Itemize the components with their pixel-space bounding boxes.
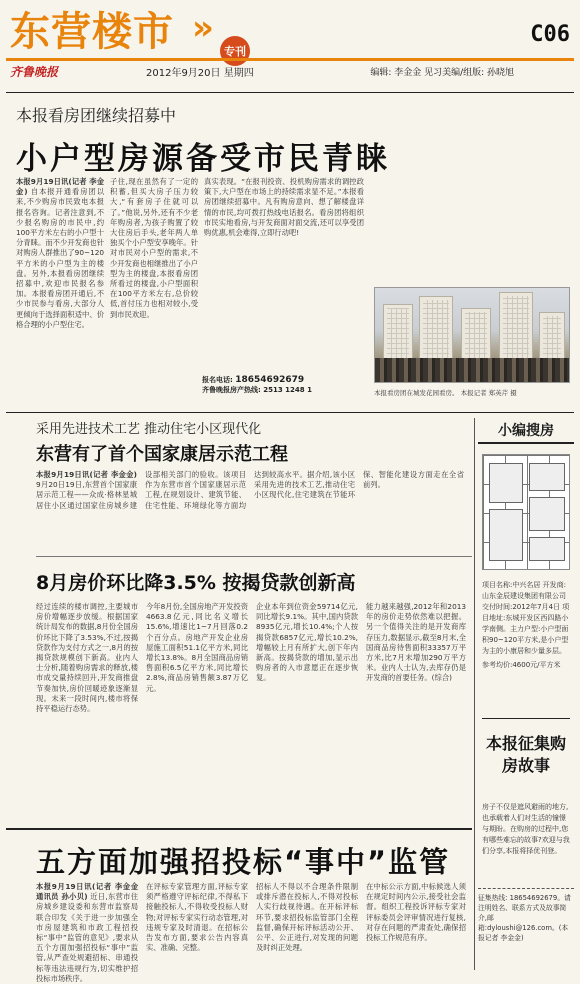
story3-col-2 [146,602,248,824]
story-call-text: 房子不仅是遮风避雨的地方,也承载着人们对生活的憧憬与期盼。在购房的过程中,您有哪些难忘的故事?欢迎与我们分享,本报将择优刊登。 [482,803,570,855]
section-title: 东营楼市 [10,8,174,55]
story2-body [36,470,464,554]
story-kangju [6,418,472,558]
issue-date: 2012年9月20日 星期四 [146,67,254,79]
lead-body-1: 自本报开通看房团以来,不少购房市民致电本报报名咨询。记者注意到,不少报名购房的市民中,约100平方米左右的小户型十分青睐。而不少开发商也针对购房人群推出了90~120平方米的小户型为主的楼盘。另外,本报看房团继续招募中,欢迎市民报名参加。本报看房团开通后,不少市民参与看房,大部分人更倾向于选择面积适中、价格合理的小户型住宅。 [16,187,105,329]
story4-col-3 [256,882,358,968]
masthead [6,6,574,80]
story2-headline: 东营有了首个国家康居示范工程 [36,444,288,465]
lead-story [6,92,574,410]
story3-col-1 [36,602,138,824]
story-call-title: 本报征集购房故事 [482,718,570,794]
story-bidding [6,828,472,983]
story3-text-3: 企业本年到位资金59714亿元,同比增长9.1%。其中,国内贷款8935亿元,增长10.4%;个人按揭贷款6857亿元,增长10.2%,增幅较上月有所扩大,创下年内新高。按揭贷款的增加,显示出购房者的入市意愿正在逐步恢复。 [256,602,358,683]
story4-byline: 本报9月19日讯(记者 李金金 通讯员 孙小贝) [36,882,138,902]
signup-label: 报名电话 [202,376,230,384]
lead-column-3 [204,177,364,367]
story3-text-2: 今年8月份,全国房地产开发投资4663.8亿元,同比名义增长15.6%,增速比1~7月回落0.2个百分点。房地产开发企业房屋施工面积51.1亿平方米,同比增长13.8%。8月全国商品房销售面积6.5亿平方米,同比增长2.8%,商品房销售额3.87万亿元。 [146,602,248,693]
sidebar [478,418,574,970]
story3-col-3 [256,602,358,824]
special-issue-seal: 专刊 [220,36,250,66]
story4-text-2: 在评标专家管理方面,评标专家须严格遵守评标纪律,不得私下接触投标人,不得收受投标人财物;对评标专家实行动态管理,对违规专家及时清退。在招标公告发布方面,要求公告内容真实、准确、完整。 [146,882,248,953]
editors-credit: 编辑: 李金金 见习美编/组版: 孙晓旭 [370,67,514,78]
column-divider [474,418,475,970]
lead-photo [374,287,570,383]
lead-body-3: 真实表现。“在报刊投资、投机购房需求的调控政策下,大户型在市场上的持续需求显不足。”本报看房团继续招募中。凡有购房意向、想了解楼盘详情的市民,均可拨打热线电话报名。看房团将组织市民实地看房,与开发商面对面交流,还可以享受团购优惠,机会难得,立即行动吧! [204,177,364,238]
section-divider [6,412,574,413]
story3-text-4: 能力越来越强,2012年和2013年的房价走势依然难以把握。另一个值得关注的是开发商库存压力,数据显示,截至8月末,全国商品房待售面积33357万平方米,比7月末增加290万平方米。业内人士认为,去库存仍是开发商的首要任务。(综合) [366,602,466,683]
page-code: C06 [530,22,570,47]
sidebar-plan-text: 项目名称:中兴名居 开发商:山东金辰建设集团有限公司 交付时间:2012年7月4日 项目地址:东城开发区西四路小学南侧。主力户型:小户型面积90~120平方米,是小户型为主的小康居和少量多层。 [482,581,570,655]
floor-plan-image [482,454,570,570]
story2-byline: 本报9月19日讯(记者 李金金) [36,470,137,479]
signup-contact: 报名电话: 18654692679 齐鲁晚报房产热线: 2513 1248 1 [202,376,364,395]
quote-mark-icon: » [192,8,214,48]
sidebar-project-info [482,580,570,671]
story-call-note: 征集热线: 18654692679。请注明姓名、联系方式及故事简介,邮箱:dyloushi@126.com。(本报记者 李金金) [478,888,574,970]
sidebar-price: 参考均价:4600元/平方米 [482,661,561,669]
story4-col-2 [146,882,248,968]
story2-text: 9月20日19日,东营首个国家康居示范工程——众成·格林星城居住小区通过国家住房城乡建设部相关部门的验收。该项目作为东营市首个国家康居示范工程,在规划设计、建筑节能、住宅性能、环境绿化等方面均达到较高水平。据介绍,该小区采用先进的技术工艺,推动住宅小区现代化,住宅建筑在节能环保、智能化建设方面走在全省前列。 [36,470,464,510]
hotline-info: 齐鲁晚报房产热线: 2513 1248 1 [202,385,312,394]
story4-headline: 五方面加强招投标“事中”监管 [36,845,451,879]
story3-text-1: 经过连续的楼市调控,主要城市房价增幅逐步放缓。根据国家统计局发布的数据,8月份全国房价环比下降了3.53%,不过,按揭贷款作为支付方式之一,8月的按揭贷款规模创下新高。业内人士分析,随着购房需求的释放,楼市成交量持续回升,开发商推盘节奏加快,房价回暖迹象逐渐显现。未来一段时间内,楼市将保持平稳运行态势。 [36,602,138,714]
lead-column-2 [110,177,198,393]
signup-phone: 18654692679 [235,375,305,385]
story4-col-1 [36,882,138,983]
masthead-rule [6,58,574,61]
lead-column-1 [16,177,104,393]
story3-col-4 [366,602,466,824]
lead-body-2: 子住,现在虽然有了一定的积蓄,但买大房子压力较大,“有套房子住就可以了。”他说,另外,还有不少老年购房者,为孩子购置了较大住房后手头,老年两人单独买个小户型安享晚年。针对市民对小户型的需求,不少开发商也相继推出了小户型为主的楼盘,本报看房团所看过的楼盘,小户型面积在100平方米左右,总价较低,首付压力也相对较小,受到市民欢迎。 [110,177,198,319]
story2-kicker: 采用先进技术工艺 推动住宅小区现代化 [36,422,262,437]
lead-headline: 小户型房源备受市民青睐 [16,141,390,177]
lead-photo-caption: 本报看房团在城发花园看房。 本报记者 郑英芹 摄 [374,389,517,397]
section-divider [36,556,472,557]
story4-col-4 [366,882,466,968]
lead-kicker: 本报看房团继续招募中 [16,106,177,125]
story3-headline: 8月房价环比降3.5% 按揭贷款创新高 [36,572,356,594]
story4-text-3: 招标人不得以不合理条件限制或排斥潜在投标人,不得对投标人实行歧视待遇。在开标评标环节,要求招投标监管部门全程监督,确保开标评标活动公开、公平、公正进行,对发现的问题及时纠正处理。 [256,882,358,953]
sidebar-title: 小编搜房 [478,418,574,444]
masthead-info-bar [6,62,574,80]
lead-byline: 本报9月19日讯(记者 李金金) [16,177,104,197]
story-house-price [6,558,472,828]
story4-text-4: 在中标公示方面,中标候选人须在规定时间内公示,接受社会监督。组织工程投诉评标专家对评标委员会评审情况进行复核,对存在问题的严肃查处,确保招投标工作规范有序。 [366,882,466,943]
paper-logo: 齐鲁晚报 [10,64,59,79]
story4-text-1: 近日,东营市住房城乡建设委和东营市监察局联合印发《关于进一步加强全市房屋建筑和市政工程招投标“事中”监管的意见》,要求从五个方面加强招投标“事中”监管,从严查处规避招标、串通投标等违法违规行为,切实维护招投标市场秩序。 [36,892,138,983]
